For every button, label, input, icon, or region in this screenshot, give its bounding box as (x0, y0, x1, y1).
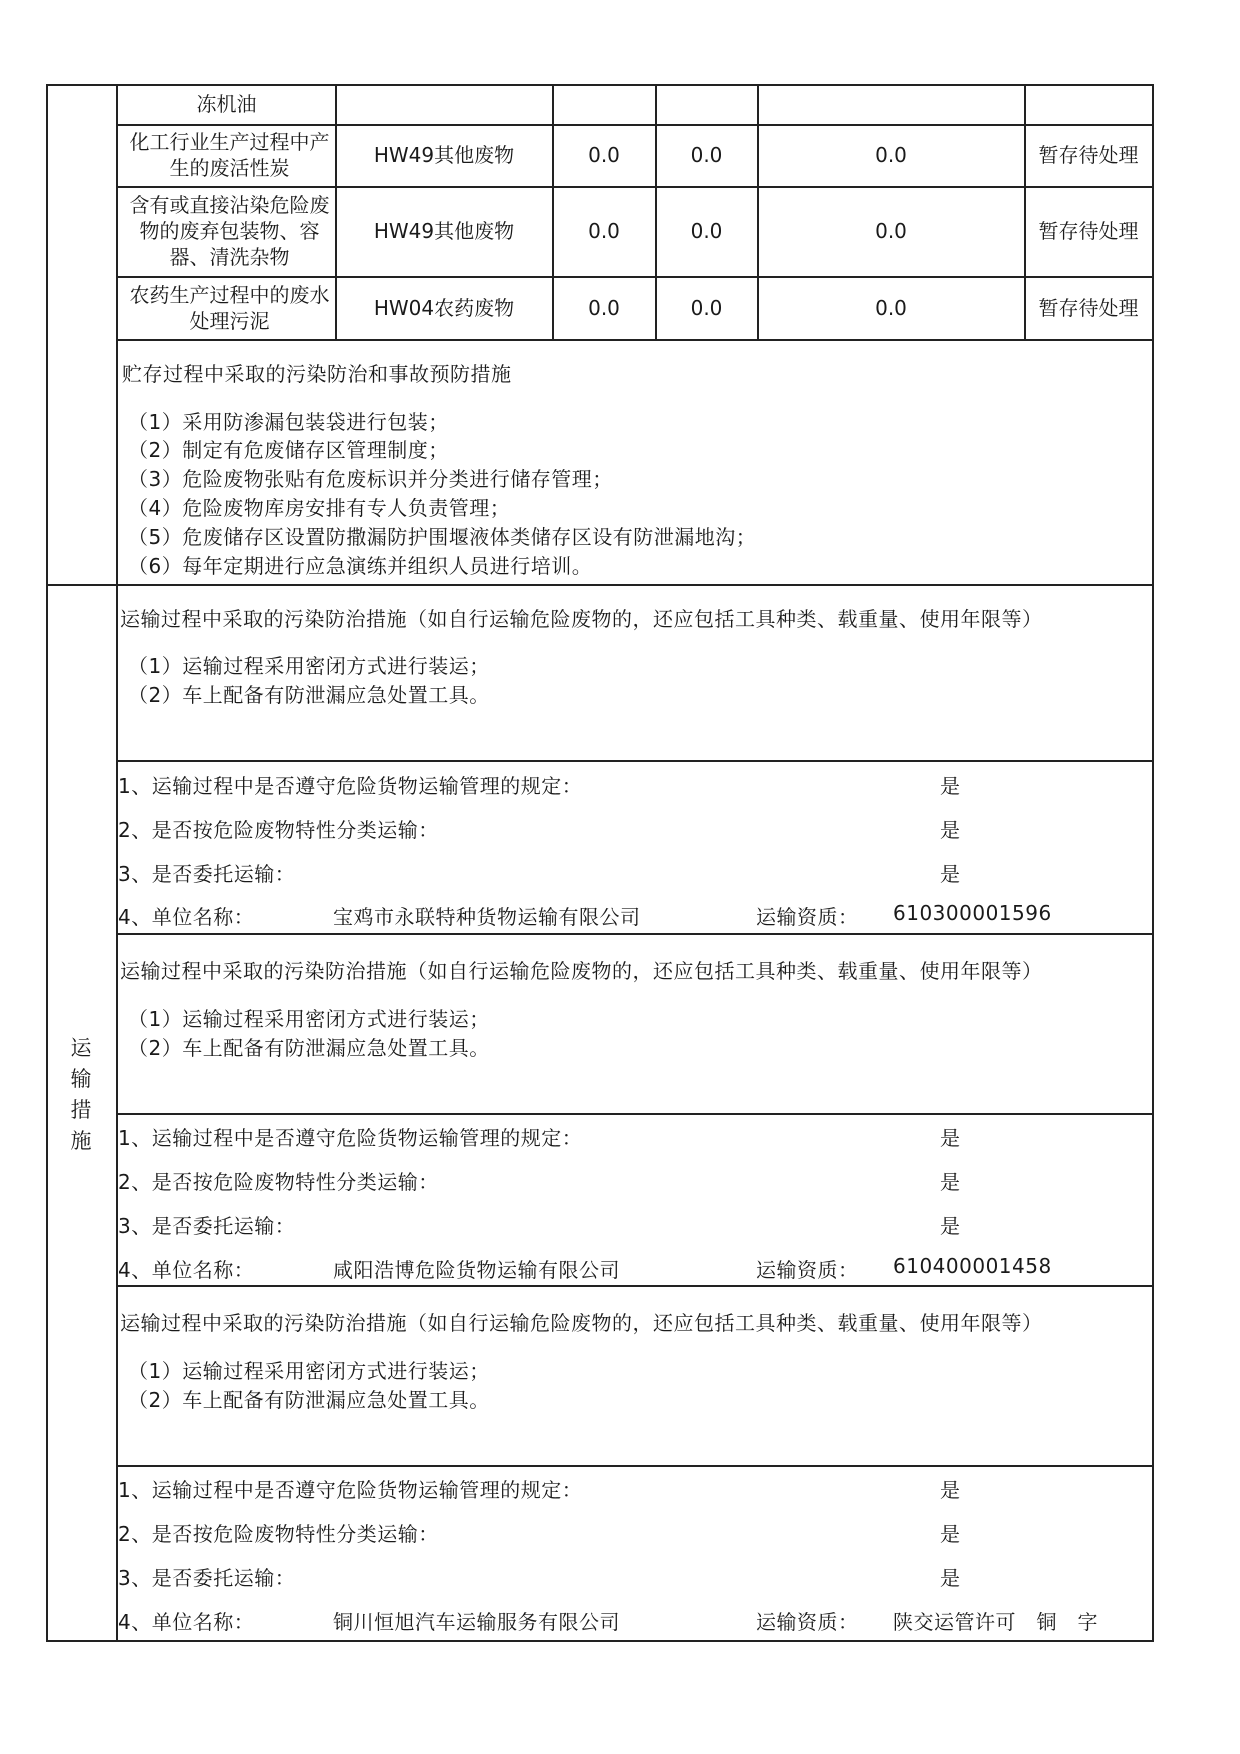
question-1: 1、运输过程中是否遵守危险货物运输管理的规定： (118, 1126, 583, 1150)
qualification-label: 运输资质： (756, 1258, 859, 1282)
waste-name (124, 186, 335, 276)
value-text: 0.0 (588, 219, 620, 243)
waste-name-text: 化工行业生产过程中产生的废活性炭 (129, 130, 330, 180)
outer-bottom-border (46, 1640, 1154, 1642)
transport-measure: （1）运输过程采用密闭方式进行装运； (128, 654, 490, 678)
waste-value-1 (553, 276, 655, 339)
answer-2: 是 (940, 1522, 961, 1546)
outer-left-border (46, 84, 48, 1641)
qualification-value: 610400001458 (893, 1254, 1052, 1278)
waste-name-text: 含有或直接沾染危险废物的废弃包装物、容器、清洗杂物 (129, 193, 330, 269)
table-row (118, 84, 335, 124)
answer-2: 是 (940, 818, 961, 842)
unit-name: 咸阳浩博危险货物运输有限公司 (333, 1258, 620, 1282)
row-line (116, 339, 1153, 341)
transport-measure: （1）运输过程采用密闭方式进行装运； (128, 1359, 490, 1383)
transport-measure: （1）运输过程采用密闭方式进行装运； (128, 1007, 490, 1031)
waste-name (124, 124, 335, 186)
storage-item: （6）每年定期进行应急演练并组织人员进行培训。 (128, 554, 593, 578)
value-text: 0.0 (875, 295, 907, 320)
value-text: 0.0 (690, 295, 723, 320)
storage-heading: 贮存过程中采取的污染防治和事故预防措施 (122, 362, 512, 386)
transport-heading: 运输过程中采取的污染防治措施（如自行运输危险废物的，还应包括工具种类、载重量、使用年限等） (120, 959, 1043, 983)
waste-value-2 (656, 186, 757, 276)
storage-item: （2）制定有危废储存区管理制度； (128, 438, 449, 462)
qualification-value: 610300001596 (893, 901, 1052, 925)
section-divider (46, 584, 1154, 586)
waste-value-1 (553, 124, 655, 186)
waste-code (336, 186, 552, 276)
status-text: 暂存待处理 (1038, 295, 1139, 320)
waste-code (336, 124, 552, 186)
storage-item: （4）危险废物库房安排有专人负责管理； (128, 496, 511, 520)
waste-value-3 (758, 186, 1024, 276)
answer-3: 是 (940, 862, 961, 886)
transport-measure: （2）车上配备有防泄漏应急处置工具。 (128, 1036, 490, 1060)
waste-value-3 (758, 124, 1024, 186)
question-1: 1、运输过程中是否遵守危险货物运输管理的规定： (118, 1478, 583, 1502)
answer-1: 是 (940, 1126, 961, 1150)
value-text: 0.0 (875, 219, 907, 243)
unit-label: 4、单位名称： (118, 905, 255, 929)
question-1: 1、运输过程中是否遵守危险货物运输管理的规定： (118, 774, 583, 798)
block-divider (116, 1113, 1153, 1115)
outer-right-border (1152, 84, 1154, 1641)
storage-item: （1）采用防渗漏包装袋进行包装； (128, 410, 449, 434)
waste-code-text: HW04农药废物 (373, 295, 515, 320)
waste-status (1025, 276, 1152, 339)
transport-label-char: 输 (70, 1067, 92, 1091)
value-text: 0.0 (690, 219, 723, 243)
transport-heading: 运输过程中采取的污染防治措施（如自行运输危险废物的，还应包括工具种类、载重量、使用年限等） (120, 1311, 1043, 1335)
value-text: 0.0 (875, 143, 907, 167)
value-text: 0.0 (588, 295, 620, 320)
waste-value-2 (656, 276, 757, 339)
transport-label-char: 措 (70, 1098, 92, 1122)
storage-item: （5）危废储存区设置防撒漏防护围堰液体类储存区设有防泄漏地沟； (128, 525, 757, 549)
waste-code-text: HW49其他废物 (373, 143, 515, 167)
value-text: 0.0 (690, 143, 723, 167)
unit-label: 4、单位名称： (118, 1610, 255, 1634)
question-2: 2、是否按危险废物特性分类运输： (118, 1522, 439, 1546)
question-3: 3、是否委托运输： (118, 862, 296, 886)
storage-item: （3）危险废物张贴有危废标识并分类进行储存管理； (128, 467, 613, 491)
unit-name: 铜川恒旭汽车运输服务有限公司 (333, 1610, 620, 1634)
waste-name (124, 276, 335, 339)
waste-status (1025, 186, 1152, 276)
answer-2: 是 (940, 1170, 961, 1194)
block-divider (116, 933, 1153, 935)
transport-label-char: 施 (70, 1129, 92, 1153)
block-divider (116, 760, 1153, 762)
waste-name: 冻机油 (196, 92, 257, 116)
status-text: 暂存待处理 (1038, 219, 1139, 243)
waste-name-text: 农药生产过程中的废水处理污泥 (129, 282, 330, 333)
qualification-label: 运输资质： (756, 1610, 859, 1634)
block-divider (116, 1465, 1153, 1467)
question-3: 3、是否委托运输： (118, 1566, 296, 1590)
question-3: 3、是否委托运输： (118, 1214, 296, 1238)
block-divider (116, 1285, 1153, 1287)
waste-code-text: HW49其他废物 (373, 219, 515, 243)
answer-3: 是 (940, 1214, 961, 1238)
value-text: 0.0 (588, 143, 620, 167)
waste-status (1025, 124, 1152, 186)
status-text: 暂存待处理 (1038, 143, 1139, 167)
qualification-label: 运输资质： (756, 905, 859, 929)
qualification-value: 陕交运管许可 铜 字 (893, 1610, 1098, 1634)
transport-heading: 运输过程中采取的污染防治措施（如自行运输危险废物的，还应包括工具种类、载重量、使用年限等） (120, 607, 1043, 631)
question-2: 2、是否按危险废物特性分类运输： (118, 1170, 439, 1194)
answer-3: 是 (940, 1566, 961, 1590)
unit-name: 宝鸡市永联特种货物运输有限公司 (333, 905, 641, 929)
waste-value-2 (656, 124, 757, 186)
waste-value-3 (758, 276, 1024, 339)
transport-label-char: 运 (70, 1036, 92, 1060)
waste-value-1 (553, 186, 655, 276)
unit-label: 4、单位名称： (118, 1258, 255, 1282)
transport-measure: （2）车上配备有防泄漏应急处置工具。 (128, 1388, 490, 1412)
answer-1: 是 (940, 774, 961, 798)
answer-1: 是 (940, 1478, 961, 1502)
question-2: 2、是否按危险废物特性分类运输： (118, 818, 439, 842)
transport-measure: （2）车上配备有防泄漏应急处置工具。 (128, 683, 490, 707)
waste-code (336, 276, 552, 339)
